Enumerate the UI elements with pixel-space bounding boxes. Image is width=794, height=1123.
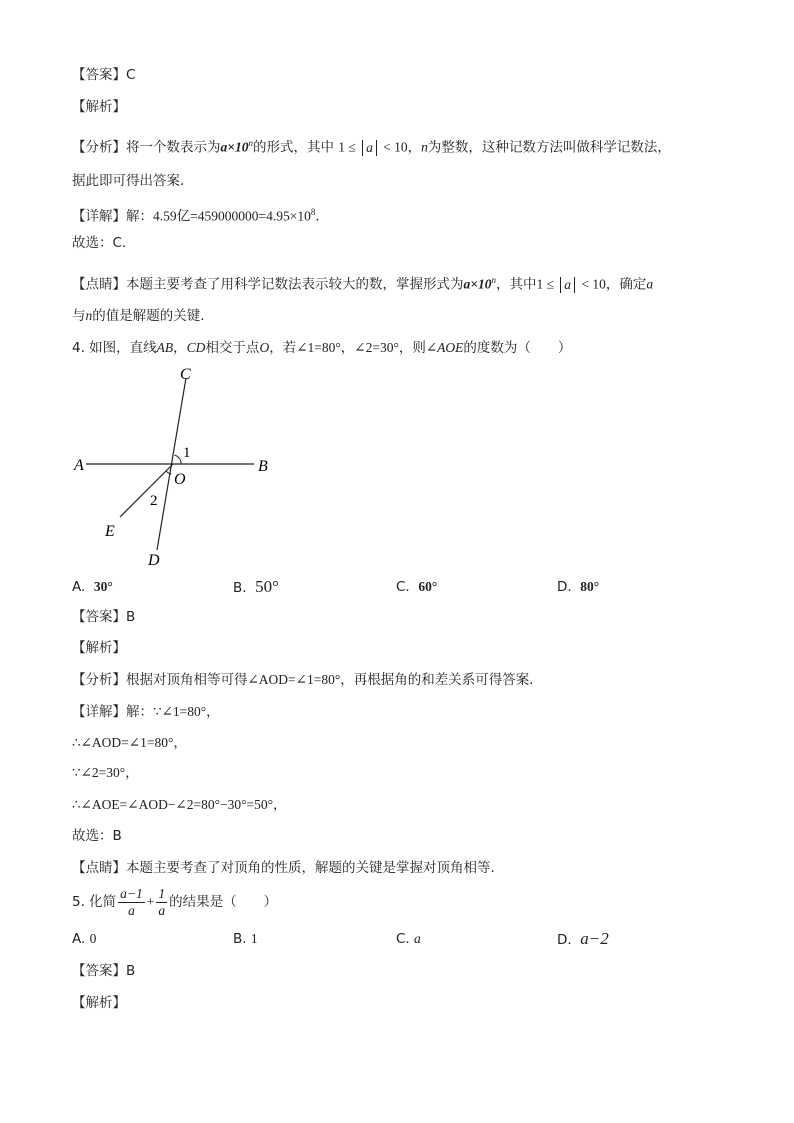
text: ，确定: [605, 276, 647, 293]
text: 5. 化简: [72, 894, 117, 910]
text: 的结果是（ ）: [169, 894, 278, 910]
math-exp: n: [248, 138, 253, 148]
line-ab: AB: [156, 340, 174, 355]
text: 本题主要考查了用科学记数法表示较大的数，掌握形式为: [126, 276, 464, 293]
q4-option-a: [72, 577, 113, 597]
q4-option-d: [557, 577, 599, 597]
answer-tag: 【答案】: [72, 963, 126, 979]
text: ，: [206, 704, 220, 720]
equation: ∠AOD=∠1=80°: [247, 672, 341, 687]
q4-analysis-tag: 【解析】: [72, 640, 126, 656]
q4-step4: [72, 795, 287, 815]
ineq-right: < 10: [581, 276, 606, 292]
text: 的度数为（ ）: [463, 340, 572, 356]
therefore-symbol: ∴: [72, 797, 81, 812]
angle-aoe: ∠AOE: [425, 340, 464, 355]
q5-option-a: [72, 929, 96, 949]
option-key: B.: [233, 931, 247, 947]
option-key: A.: [72, 931, 86, 947]
equation: ∠2=30°: [80, 765, 126, 780]
ineq-left: 1 ≤: [338, 139, 356, 155]
numerator: 1: [158, 885, 166, 901]
text: 的值是解题的关键．: [92, 308, 214, 324]
label-1: 1: [183, 445, 191, 461]
math-exp: n: [491, 275, 496, 285]
option-value: 30°: [93, 579, 113, 594]
equation: ∠1=80°: [161, 704, 207, 719]
equation: ∠AOD=∠1=80°: [80, 735, 174, 750]
angle2: ∠2=30°: [354, 340, 399, 355]
q5-option-c: [396, 929, 421, 949]
option-value: a: [414, 931, 421, 946]
q4-dianjing: [72, 858, 504, 878]
plus-sign: +: [146, 894, 155, 909]
q4-stem: [72, 338, 571, 358]
option-key: C.: [396, 931, 410, 947]
text: 根据对顶角相等可得: [126, 672, 248, 688]
q3-dianjing-line2: [72, 306, 214, 326]
text: ，: [173, 735, 187, 751]
answer-tag: 【答案】: [72, 67, 126, 83]
q3-dianjing-line1: [72, 270, 653, 295]
option-key: C.: [396, 579, 410, 595]
text: ，: [125, 765, 139, 781]
text: 将一个数表示为: [126, 139, 221, 156]
text: 解：: [126, 704, 153, 720]
fraction-1: [118, 886, 145, 919]
q3-choice: 故选：C．: [72, 235, 136, 251]
q5-option-d: [557, 929, 609, 950]
option-value: 0: [89, 931, 97, 946]
math-expr: a×10: [220, 139, 249, 155]
ray-oe: [120, 464, 173, 517]
q3-fenxi-line1: [72, 133, 671, 158]
text: ．: [315, 208, 329, 225]
q3-xiangjie: [72, 202, 329, 227]
option-key: B.: [233, 580, 247, 596]
q4-option-c: [396, 577, 437, 597]
q5-analysis-tag: 【解析】: [72, 995, 126, 1011]
option-value: 50°: [255, 577, 279, 596]
text: 为整数，这种记数方法叫做科学记数法，: [427, 139, 671, 156]
q5-stem: [72, 884, 277, 920]
text: ，其中: [495, 276, 537, 293]
text: ，: [273, 797, 287, 813]
q3-fenxi-line2: 据此即可得出答案．: [72, 173, 194, 189]
text: 4. 如图，直线: [72, 340, 157, 356]
point-o: O: [259, 340, 270, 355]
answer-tag: 【答案】: [72, 609, 126, 625]
q4-choice: 故选：B: [72, 828, 122, 844]
text: ，若: [269, 340, 297, 356]
q4-step2: [72, 733, 187, 753]
answer-value: B: [126, 963, 136, 979]
equation: ∠AOE=∠AOD−∠2=80°−30°=50°: [80, 797, 274, 812]
q4-option-b: [233, 577, 279, 598]
text: ，: [407, 139, 422, 156]
q3-analysis-tag: 【解析】: [72, 99, 126, 115]
text: ，再根据角的和差关系可得答案．: [340, 672, 543, 688]
math-expr: a×10: [463, 276, 492, 292]
label-o: O: [174, 471, 186, 488]
option-value: a−2: [580, 929, 609, 948]
numerator: a−1: [120, 885, 143, 901]
text: ，: [340, 340, 355, 356]
therefore-symbol: ∴: [72, 735, 81, 750]
label-c: C: [180, 366, 191, 383]
equation: =459000000=4.95×10: [190, 208, 311, 224]
denominator: a: [128, 902, 135, 918]
math-a: a: [646, 276, 654, 292]
option-key: D.: [557, 932, 572, 948]
label-2: 2: [150, 493, 158, 509]
q4-xiangjie: [72, 702, 220, 722]
option-value: 1: [250, 931, 258, 946]
text: 的形式，其中: [252, 139, 334, 156]
fenxi-tag: 【分析】: [72, 672, 126, 688]
denominator: a: [158, 902, 166, 918]
option-key: A.: [72, 579, 86, 595]
label-d: D: [148, 552, 160, 569]
q4-step3: [72, 763, 139, 783]
option-value: 80°: [580, 579, 600, 594]
q3-answer-line: [72, 65, 135, 85]
angle1: ∠1=80°: [296, 340, 341, 355]
number: 4.59: [153, 208, 177, 224]
text: 本题主要考查了对顶角的性质，解题的关键是掌握对顶角相等．: [126, 860, 504, 876]
q4-fenxi: [72, 670, 543, 690]
text: 相交于点: [205, 340, 260, 356]
because-symbol: ∵: [153, 704, 162, 719]
dianjing-tag: 【点睛】: [72, 276, 126, 293]
angle-1-arc: [175, 455, 182, 464]
line-cd: CD: [186, 340, 206, 355]
geometry-figure: [70, 360, 290, 575]
text: ，则: [398, 340, 426, 356]
text: 亿: [176, 208, 191, 225]
answer-value: C: [126, 67, 136, 83]
ineq-right: < 10: [383, 139, 408, 155]
text: 解：: [126, 208, 153, 225]
exponent: 8: [310, 207, 316, 217]
xiangjie-tag: 【详解】: [72, 208, 126, 225]
ineq-left: 1 ≤: [536, 276, 554, 292]
q4-answer-line: [72, 607, 135, 627]
answer-value: B: [126, 609, 136, 625]
fraction-2: [156, 886, 167, 919]
xiangjie-tag: 【详解】: [72, 704, 126, 720]
math-n: n: [85, 308, 93, 323]
because-symbol: ∵: [72, 765, 81, 780]
text: 与: [72, 308, 86, 324]
label-e: E: [105, 523, 115, 540]
math-n: n: [421, 139, 428, 155]
q5-answer-line: [72, 961, 135, 981]
fenxi-tag: 【分析】: [72, 139, 126, 156]
option-value: 60°: [418, 579, 438, 594]
q5-option-b: [233, 929, 258, 949]
text: ，: [173, 340, 187, 356]
abs-value: a: [560, 277, 575, 293]
label-b: B: [258, 458, 268, 475]
dianjing-tag: 【点睛】: [72, 860, 126, 876]
abs-value: a: [362, 140, 377, 156]
option-key: D.: [557, 579, 572, 595]
label-a: A: [74, 457, 84, 474]
